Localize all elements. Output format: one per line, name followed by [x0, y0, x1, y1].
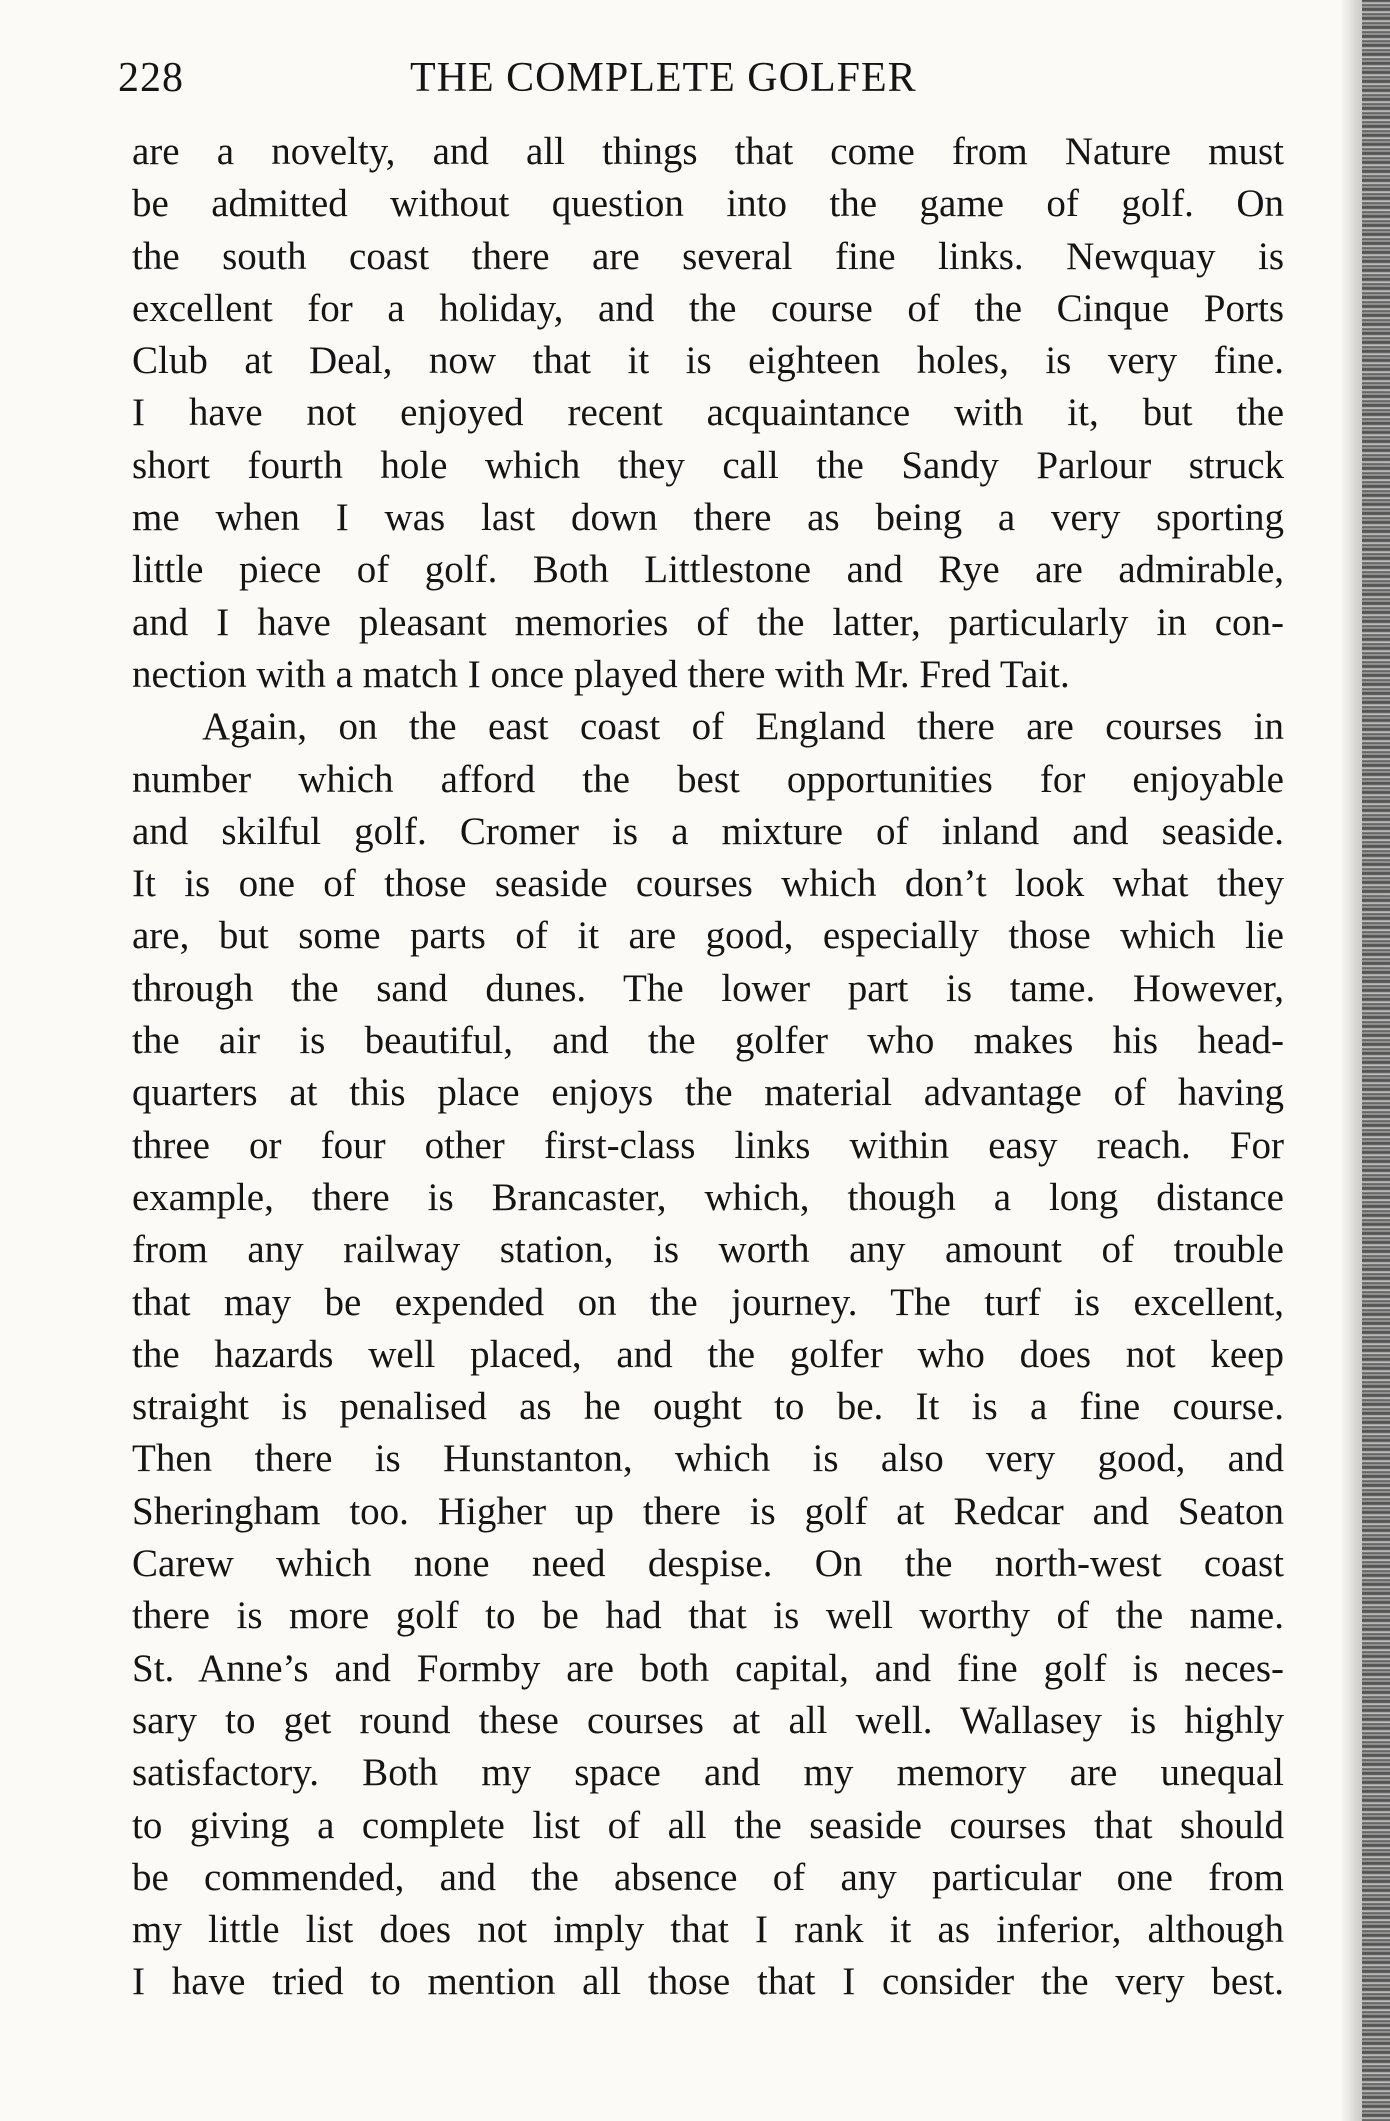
text-line: that may be expended on the journey. The turf is excellent, [132, 1280, 1284, 1324]
text-line: Club at Deal, now that it is eighteen holes, is very fine. [132, 339, 1284, 383]
text-line: to giving a complete list of all the seaside courses that should [132, 1803, 1284, 1847]
text-line: and I have pleasant memories of the latter, particularly in con- [132, 600, 1284, 644]
text-line: little piece of golf. Both Littlestone and Rye are admirable, [132, 548, 1284, 592]
text-line: from any railway station, is worth any amount of trouble [132, 1228, 1284, 1272]
text-line: It is one of those seaside courses which don’t look what they [132, 862, 1284, 906]
text-line: satisfactory. Both my space and my memory are unequal [132, 1751, 1284, 1795]
text-line: the air is beautiful, and the golfer who makes his head- [132, 1019, 1284, 1063]
text-line: short fourth hole which they call the Sandy Parlour struck [132, 443, 1284, 487]
text-line: my little list does not imply that I rank it as inferior, although [132, 1908, 1284, 1952]
text-line: the south coast there are several fine links. Newquay is [132, 234, 1284, 278]
page-gutter-shadow [1340, 0, 1362, 2121]
text-line: Then there is Hunstanton, which is also very good, and [132, 1437, 1284, 1481]
text-line: Sheringham too. Higher up there is golf at Redcar and Seaton [132, 1489, 1284, 1533]
text-line: the hazards well placed, and the golfer who does not keep [132, 1332, 1284, 1376]
running-title: THE COMPLETE GOLFER [410, 55, 917, 101]
text-line: quarters at this place enjoys the material advantage of having [132, 1071, 1284, 1115]
paragraph-start-line: Again, on the east coast of England there are courses in [202, 705, 1284, 749]
text-line: straight is penalised as he ought to be. It is a fine course. [132, 1385, 1284, 1429]
text-line: nection with a match I once played there with Mr. Fred Tait. [132, 652, 1070, 696]
text-line: example, there is Brancaster, which, though a long distance [132, 1175, 1284, 1219]
text-line: I have not enjoyed recent acquaintance with it, but the [132, 391, 1284, 435]
body-text [132, 126, 1284, 2009]
text-line: three or four other first-class links within easy reach. For [132, 1123, 1284, 1167]
text-line: me when I was last down there as being a very sporting [132, 496, 1284, 540]
text-line: be commended, and the absence of any particular one from [132, 1855, 1284, 1899]
text-line: excellent for a holiday, and the course of the Cinque Ports [132, 286, 1284, 330]
text-line: sary to get round these courses at all well. Wallasey is highly [132, 1698, 1284, 1742]
text-line: St. Anne’s and Formby are both capital, and fine golf is neces- [132, 1646, 1284, 1690]
text-line: through the sand dunes. The lower part is tame. However, [132, 966, 1284, 1010]
text-line: there is more golf to be had that is well worthy of the name. [132, 1594, 1284, 1638]
text-line: and skilful golf. Cromer is a mixture of inland and seaside. [132, 809, 1284, 853]
text-line: are a novelty, and all things that come from Nature must [132, 130, 1284, 173]
text-line: be admitted without question into the game of golf. On [132, 182, 1284, 226]
page-header [118, 48, 998, 108]
book-binding-edge [1362, 0, 1390, 2121]
text-line: are, but some parts of it are good, especially those which lie [132, 914, 1284, 958]
page-number: 228 [118, 55, 184, 101]
text-line: number which afford the best opportunities for enjoyable [132, 757, 1284, 801]
text-line: Carew which none need despise. On the north-west coast [132, 1542, 1284, 1586]
text-line: I have tried to mention all those that I consider the very best. [132, 1960, 1284, 2004]
